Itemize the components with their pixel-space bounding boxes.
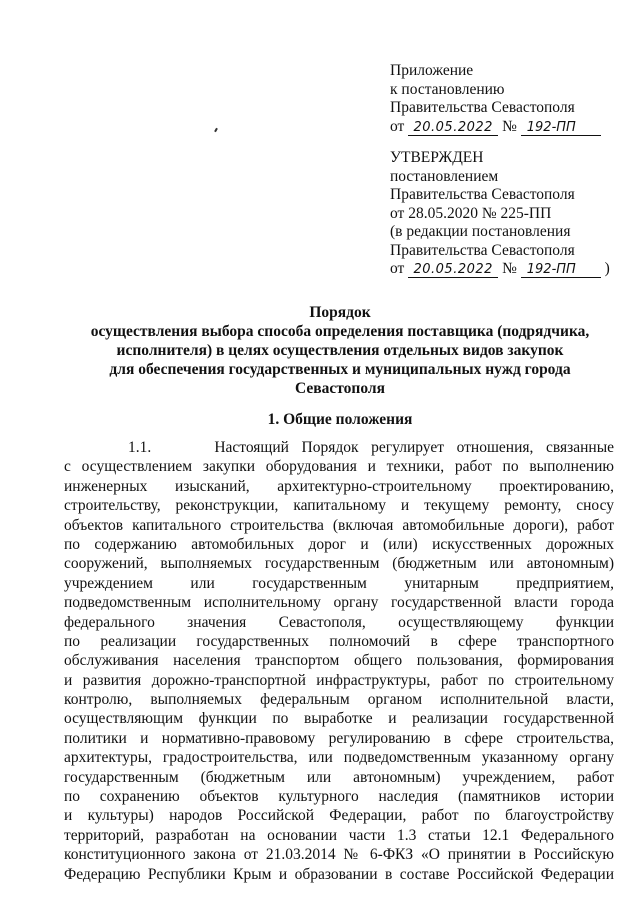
paragraph-line: по реализации государственных полномочий в сфере транспортного bbox=[64, 632, 614, 650]
appendix-line: Правительства Севастополя bbox=[390, 99, 575, 116]
paragraph-line: по сохранению объектов культурного наследия (памятников истории bbox=[64, 788, 614, 806]
paragraph-line: подведомственным исполнительному органу государственной власти города bbox=[64, 594, 614, 612]
approved-line: от 28.05.2020 № 225-ПП bbox=[390, 204, 552, 222]
document-title bbox=[40, 303, 640, 398]
approved-line: Правительства Севастополя bbox=[390, 186, 575, 203]
paragraph-line: по содержанию автомобильных дорог и (или) искусственных дорожных bbox=[64, 535, 614, 553]
paragraph-line: с осуществлением закупки оборудования и техники, работ по выполнению bbox=[64, 458, 614, 476]
paragraph-line: политики и нормативно-правовому регулированию в сфере строительства, bbox=[64, 729, 614, 747]
paragraph-line: и развития дорожно-транспортной инфраструктуры, работ по строительному bbox=[64, 671, 614, 689]
paragraph-line: архитектуры, градостроительства, или подведомственным указанному органу bbox=[64, 749, 614, 767]
paragraph-line: 1.1. Настоящий Порядок регулирует отношения, связанные bbox=[128, 439, 614, 456]
paragraph-line: учреждением или государственным унитарным предприятием, bbox=[64, 574, 614, 592]
approved-line: Правительства Севастополя bbox=[390, 241, 575, 259]
paragraph-line: и культуры) народов Российской Федерации, работ по благоустройству bbox=[64, 807, 614, 825]
date-prefix: от bbox=[390, 260, 405, 277]
number-prefix: № bbox=[502, 117, 517, 135]
section-heading: 1. Общие положения bbox=[267, 411, 413, 428]
paragraph-line: строительству, реконструкции, капитальному и текущему ремонту, сносу bbox=[64, 497, 614, 515]
approved-title: УТВЕРЖДЕН bbox=[390, 149, 484, 166]
paragraph-line: конституционного закона от 21.03.2014 № 6-ФКЗ «О принятии в Российскую bbox=[64, 846, 614, 864]
closing-paren: ) bbox=[604, 260, 610, 277]
date-prefix: от bbox=[390, 117, 405, 135]
approved-line: (в редакции постановления bbox=[390, 223, 571, 240]
paragraph-1-1 bbox=[64, 438, 614, 884]
handwritten-number: 192-ПП bbox=[521, 262, 601, 278]
appendix-line: к постановлению bbox=[390, 80, 505, 98]
approved-header bbox=[390, 149, 610, 279]
handwritten-number: 192-ПП bbox=[521, 120, 601, 136]
number-prefix: № bbox=[502, 260, 517, 277]
title-line: Севастополя bbox=[295, 380, 385, 397]
paragraph-line: осуществляющим функции по выработке и реализации государственной bbox=[64, 710, 614, 728]
paragraph-line: сооружений, выполняемых государственным (бюджетным или автономным) bbox=[64, 555, 614, 573]
paragraph-line: обслуживания населения транспортом общего пользования, формирования bbox=[64, 652, 614, 670]
title-line: для обеспечения государственных и муниципальных нужд города bbox=[109, 361, 571, 378]
appendix-line: Приложение bbox=[390, 62, 474, 79]
paragraph-line: территорий, разработан на основании части 1.3 статьи 12.1 Федерального bbox=[64, 826, 614, 844]
handwritten-date: 20.05.2022 bbox=[408, 120, 498, 136]
handwritten-date: 20.05.2022 bbox=[408, 262, 498, 278]
title-line: осуществления выбора способа определения поставщика (подрядчика, bbox=[90, 323, 590, 340]
paragraph-line: федерального значения Севастополя, осуществляющему функции bbox=[64, 613, 614, 631]
title-line: исполнителя) в целях осуществления отдельных видов закупок bbox=[116, 342, 564, 359]
paragraph-line: контролю, выполняемых федеральным органом исполнительной власти, bbox=[64, 691, 614, 709]
paragraph-line: государственным (бюджетным или автономным) учреждением, работ bbox=[64, 768, 614, 786]
appendix-date-line bbox=[390, 118, 601, 137]
appendix-header bbox=[390, 62, 601, 136]
stray-mark bbox=[214, 128, 218, 132]
paragraph-line: инженерных изысканий, архитектурно-строительному проектированию, bbox=[64, 477, 614, 495]
paragraph-line: объектов капитального строительства (включая автомобильные дороги), работ bbox=[64, 516, 614, 534]
title-line: Порядок bbox=[309, 304, 371, 321]
paragraph-line: Федерацию Республики Крым и образовании в составе Российской Федерации bbox=[64, 865, 614, 883]
approved-date-line bbox=[390, 260, 610, 279]
approved-line: постановлением bbox=[390, 167, 499, 185]
